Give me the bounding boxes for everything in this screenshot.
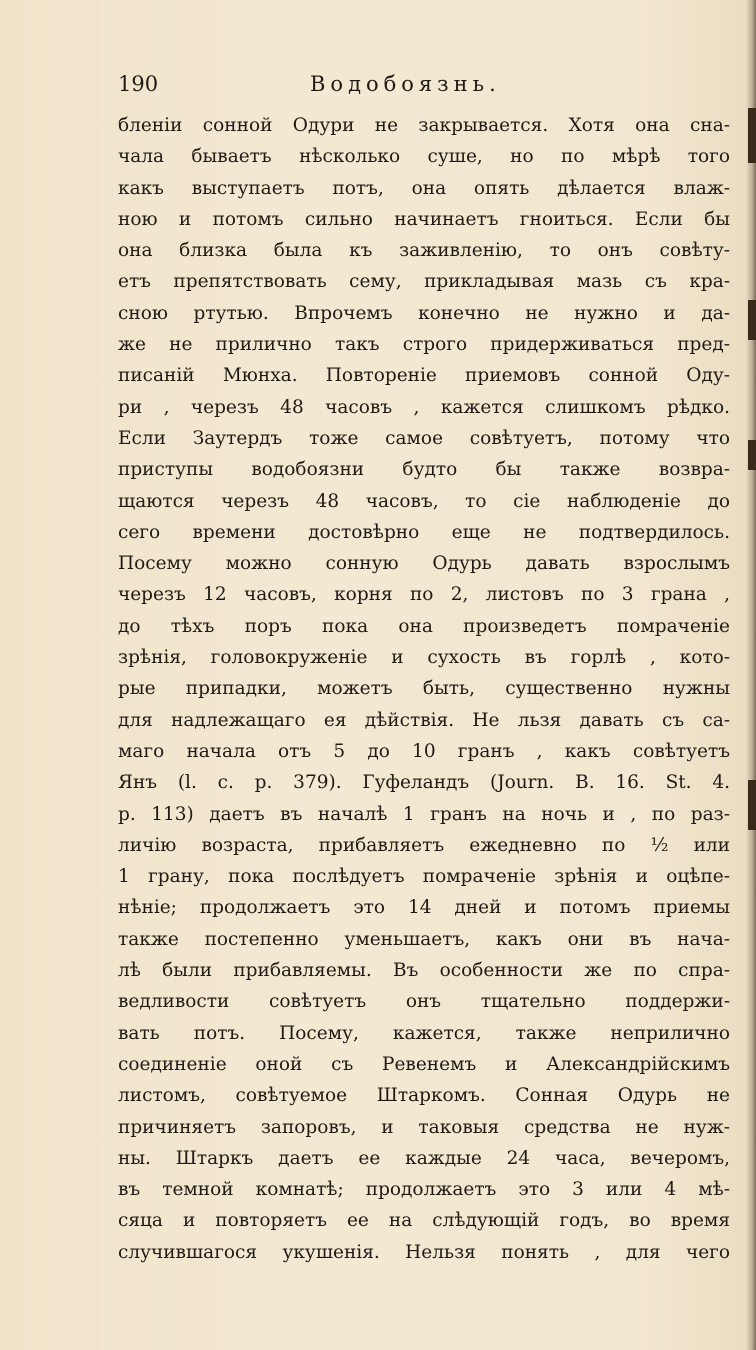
text-line: p. 113) даетъ въ началѣ 1 гранъ на ночь и , по раз- — [118, 803, 730, 825]
text-line: случившагося укушенія. Нельзя понять , для чего — [118, 1241, 730, 1263]
text-line: рые припадки, можетъ быть, существенно нужны — [118, 678, 730, 700]
text-line: вать потъ. Посему, кажется, также неприлично — [118, 1022, 730, 1044]
text-line: етъ препятствовать сему, прикладывая мазь съ кра- — [118, 271, 730, 293]
page-edge-mark — [748, 780, 756, 830]
text-line: чала бываетъ нѣсколько суше, но по мѣрѣ того — [118, 146, 730, 168]
text-line: приступы водобоязни будто бы также возвра- — [118, 459, 730, 481]
text-line: ною и потомъ сильно начинаетъ гноиться. Если бы — [118, 208, 730, 230]
text-line: ны. Штаркъ даетъ ее каждые 24 часа, вечеромъ, — [118, 1147, 730, 1169]
page-edge-mark — [748, 440, 756, 470]
text-line: сего времени достовѣрно еще не подтвердилось. — [118, 521, 730, 543]
text-line: нѣніе; продолжаетъ это 14 дней и потомъ приемы — [118, 897, 730, 919]
text-line: 1 грану, пока послѣдуетъ помраченіе зрѣнія и оцѣпе- — [118, 866, 730, 888]
page-edge-mark — [748, 300, 756, 340]
page-number: 190 — [118, 72, 159, 96]
text-line: соединеніе оной съ Ревенемъ и Александрійскимъ — [118, 1053, 730, 1075]
text-line: въ темной комнатѣ; продолжаетъ это 3 или 4 мѣ- — [118, 1179, 730, 1201]
text-line: сною ртутью. Впрочемъ конечно не нужно и да- — [118, 302, 730, 324]
page-edge-shadow — [746, 0, 756, 1350]
text-line: она близка была къ заживленію, то онъ совѣту- — [118, 240, 730, 262]
text-line: щаются черезъ 48 часовъ, то сіе наблюденіе до — [118, 490, 730, 512]
text-line: ведливости совѣтуетъ онъ тщательно поддержи- — [118, 991, 730, 1013]
text-line: зрѣнія, головокруженіе и сухость въ горлѣ , кото- — [118, 647, 730, 669]
text-line: личію возраста, прибавляетъ ежедневно по ½ или — [118, 834, 730, 856]
text-line: сяца и повторяетъ ее на слѣдующій годъ, во время — [118, 1210, 730, 1232]
text-line: бленіи сонной Одури не закрывается. Хотя она сна- — [118, 115, 730, 136]
text-line: Посему можно сонную Одурь давать взрослымъ — [118, 553, 730, 575]
text-line: Янъ (l. c. p. 379). Гуфеландъ (Journ. B. 16. St. 4. — [118, 772, 730, 794]
text-line: листомъ, совѣтуемое Штаркомъ. Сонная Одурь не — [118, 1085, 730, 1107]
text-line: также постепенно уменьшаетъ, какъ они въ нача- — [118, 928, 730, 950]
text-line: причиняетъ запоровъ, и таковыя средства не нуж- — [118, 1116, 730, 1138]
text-line: ри , черезъ 48 часовъ , кажется слишкомъ рѣдко. — [118, 396, 730, 418]
running-title: Водобоязнь. — [310, 72, 501, 96]
text-line: маго начала отъ 5 до 10 гранъ , какъ совѣтуетъ — [118, 740, 730, 762]
text-line: какъ выступаетъ потъ, она опять дѣлается влаж- — [118, 177, 730, 199]
text-line: же не прилично такъ строго придерживаться пред- — [118, 334, 730, 356]
page-edge-mark — [748, 108, 756, 163]
text-line: лѣ были прибавляемы. Въ особенности же по спра- — [118, 960, 730, 982]
text-line: черезъ 12 часовъ, корня по 2, листовъ по 3 грана , — [118, 584, 730, 606]
running-head — [118, 72, 638, 102]
text-line: Если Заутердъ тоже самое совѣтуетъ, потому что — [118, 427, 730, 449]
text-line: писаній Мюнха. Повтореніе приемовъ сонной Оду- — [118, 365, 730, 387]
body-text — [118, 110, 730, 1268]
text-line: для надлежащаго ея дѣйствія. Не льзя давать съ са- — [118, 709, 730, 731]
text-line: до тѣхъ поръ пока она произведетъ помраченіе — [118, 615, 730, 637]
